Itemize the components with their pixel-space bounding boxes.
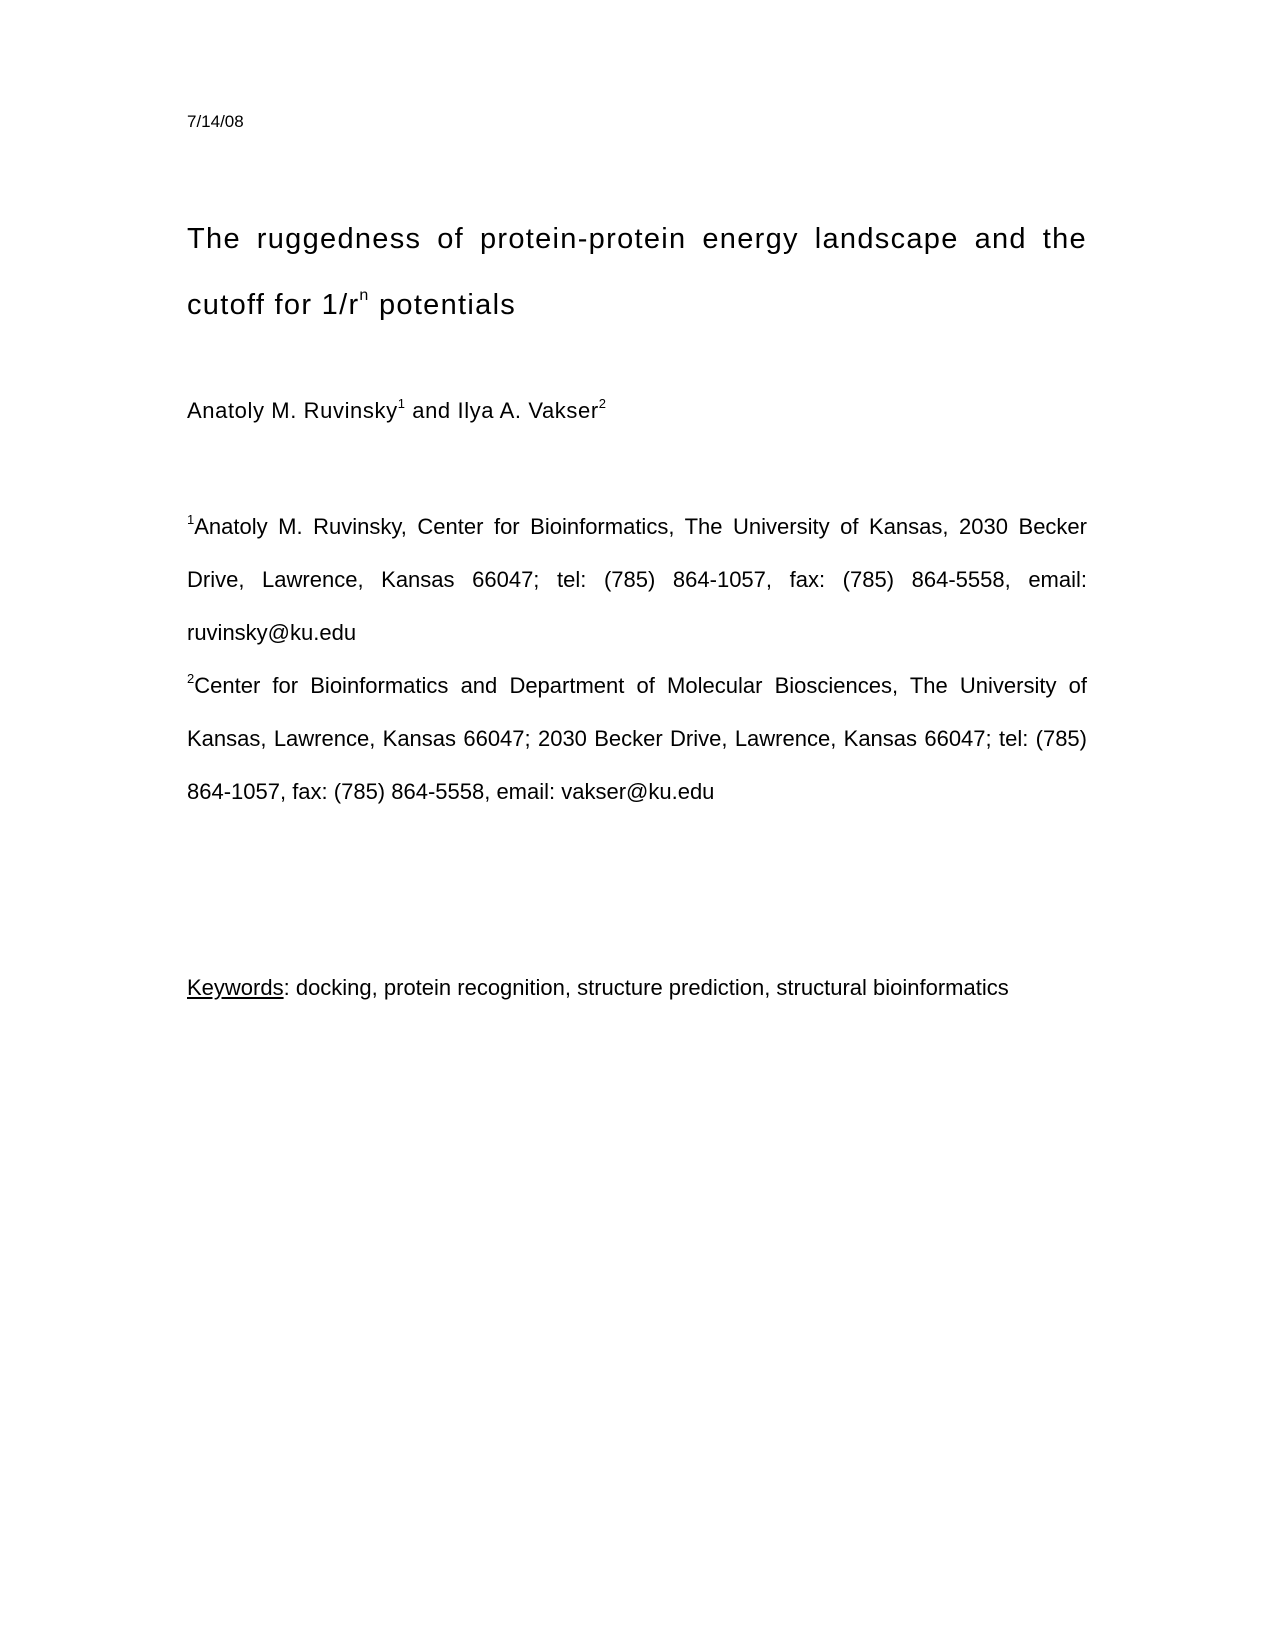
- affiliations: [187, 500, 1087, 818]
- author-connector: and: [405, 398, 458, 423]
- title-line-2-suffix: potentials: [369, 289, 517, 321]
- affiliation-1: [187, 500, 1087, 659]
- keywords-label: Keywords: [187, 975, 284, 1000]
- affiliation-2: [187, 659, 1087, 818]
- author-1-name: Anatoly M. Ruvinsky: [187, 398, 398, 423]
- author-2-affiliation-mark: 2: [598, 396, 607, 411]
- keywords-separator: :: [283, 975, 296, 1000]
- title-superscript-n: n: [359, 287, 370, 304]
- keywords-text: docking, protein recognition, structure prediction, structural bioinformatics: [295, 975, 1009, 1000]
- document-date: 7/14/08: [187, 112, 244, 131]
- affiliation-1-mark: 1: [187, 512, 195, 527]
- keywords-line: [187, 974, 1087, 1002]
- affiliation-2-text: Center for Bioinformatics and Department of Molecular Biosciences, The University of Kansas, Lawrence, Kansas 66047; 2030 Becker Drive, Lawrence, Kansas 66047; tel: (785) 864-1057, fax: (785) 864-5558, email: vakser@ku.edu: [187, 673, 1087, 804]
- title-line-2: [187, 289, 516, 321]
- paper-title: [187, 206, 1087, 338]
- title-line-2-prefix: cutoff for 1/r: [187, 289, 360, 321]
- affiliation-1-text: Anatoly M. Ruvinsky, Center for Bioinformatics, The University of Kansas, 2030 Becker Drive, Lawrence, Kansas 66047; tel: (785) 864-1057, fax: (785) 864-5558, email: ruvinsky@ku.edu: [187, 514, 1087, 645]
- author-1-affiliation-mark: 1: [397, 396, 406, 411]
- author-2-name: Ilya A. Vakser: [457, 398, 599, 423]
- title-line-1: The ruggedness of protein-protein energy landscape and the: [187, 223, 1087, 255]
- affiliation-2-mark: 2: [187, 671, 195, 686]
- author-list: [187, 397, 607, 425]
